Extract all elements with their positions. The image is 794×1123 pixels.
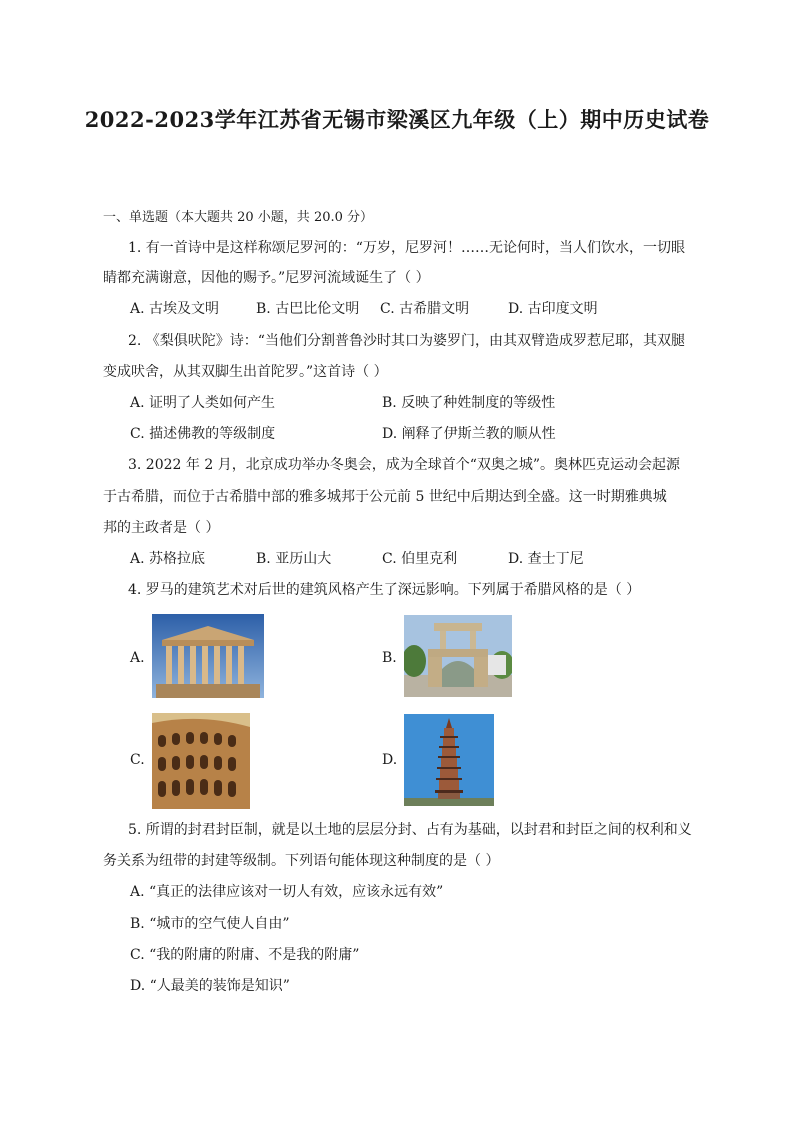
q2-option-d[interactable]: D. 阐释了伊斯兰教的顺从性 xyxy=(382,426,556,442)
q5-option-d[interactable]: D. “人最美的装饰是知识” xyxy=(130,978,290,994)
question-5-line-2: 务关系为纽带的封建等级制。下列语句能体现这种制度的是（ ） xyxy=(103,853,500,869)
q5-option-a[interactable]: A. “真正的法律应该对一切人有效，应该永远有效” xyxy=(130,884,444,900)
q4-option-a-label[interactable]: A. xyxy=(130,650,145,666)
q1-option-c[interactable]: C. 古希腊文明 xyxy=(380,301,470,317)
question-3-line-1: 3. 2022 年 2 月，北京成功举办冬奥会，成为全球首个“双奥之城”。奥林匹克运动会起源 xyxy=(128,457,681,473)
question-3-line-2: 于古希腊，而位于古希腊中部的雅多城邦于公元前 5 世纪中后期达到全盛。这一时期雅典城 xyxy=(103,489,667,505)
q3-option-a[interactable]: A. 苏格拉底 xyxy=(130,551,206,567)
q3-option-d[interactable]: D. 查士丁尼 xyxy=(508,551,584,567)
q2-option-c[interactable]: C. 描述佛教的等级制度 xyxy=(130,426,276,442)
q2-option-b[interactable]: B. 反映了种姓制度的等级性 xyxy=(382,395,556,411)
q3-option-b[interactable]: B. 亚历山大 xyxy=(256,551,332,567)
q4-option-b-label[interactable]: B. xyxy=(382,650,397,666)
page-title: 2022-2023学年江苏省无锡市梁溪区九年级（上）期中历史试卷 xyxy=(84,107,710,132)
q4-option-d-image[interactable] xyxy=(404,714,494,806)
q4-option-c-image[interactable] xyxy=(152,713,250,809)
colosseum-image xyxy=(152,713,250,809)
q4-option-a-image[interactable] xyxy=(152,614,264,698)
question-2-line-2: 变成吠舍，从其双脚生出首陀罗。”这首诗（ ） xyxy=(103,364,388,380)
q4-option-b-image[interactable] xyxy=(404,615,512,697)
question-4-line-1: 4. 罗马的建筑艺术对后世的建筑风格产生了深远影响。下列属于希腊风格的是（ ） xyxy=(128,582,641,598)
question-3-line-3: 邦的主政者是（ ） xyxy=(103,520,220,536)
q4-option-c-label[interactable]: C. xyxy=(130,752,145,768)
q5-option-c[interactable]: C. “我的附庸的附庸、不是我的附庸” xyxy=(130,947,360,963)
section-heading: 一、单选题（本大题共 20 小题，共 20.0 分） xyxy=(103,210,374,225)
q5-option-b[interactable]: B. “城市的空气使人自由” xyxy=(130,916,290,932)
q3-option-c[interactable]: C. 伯里克利 xyxy=(382,551,458,567)
question-1-line-2: 睛都充满谢意，因他的赐予。”尼罗河流域诞生了（ ） xyxy=(103,270,430,286)
question-5-line-1: 5. 所谓的封君封臣制，就是以土地的层层分封、占有为基础，以封君和封臣之间的权利和义 xyxy=(128,822,692,838)
q4-option-d-label[interactable]: D. xyxy=(382,752,398,768)
question-1-line-1: 1. 有一首诗中是这样称颂尼罗河的：“万岁，尼罗河！……无论何时，当人们饮水，一切眼 xyxy=(128,240,685,256)
hadrian-arch-image xyxy=(404,615,512,697)
pagoda-image xyxy=(404,714,494,806)
q1-option-b[interactable]: B. 古巴比伦文明 xyxy=(256,301,360,317)
q1-option-a[interactable]: A. 古埃及文明 xyxy=(130,301,220,317)
question-2-line-1: 2. 《梨俱吠陀》诗：“当他们分割普鲁沙时其口为婆罗门，由其双臂造成罗惹尼耶，其双腿 xyxy=(128,333,685,349)
q1-option-d[interactable]: D. 古印度文明 xyxy=(508,301,598,317)
parthenon-image xyxy=(152,614,264,698)
q2-option-a[interactable]: A. 证明了人类如何产生 xyxy=(130,395,276,411)
